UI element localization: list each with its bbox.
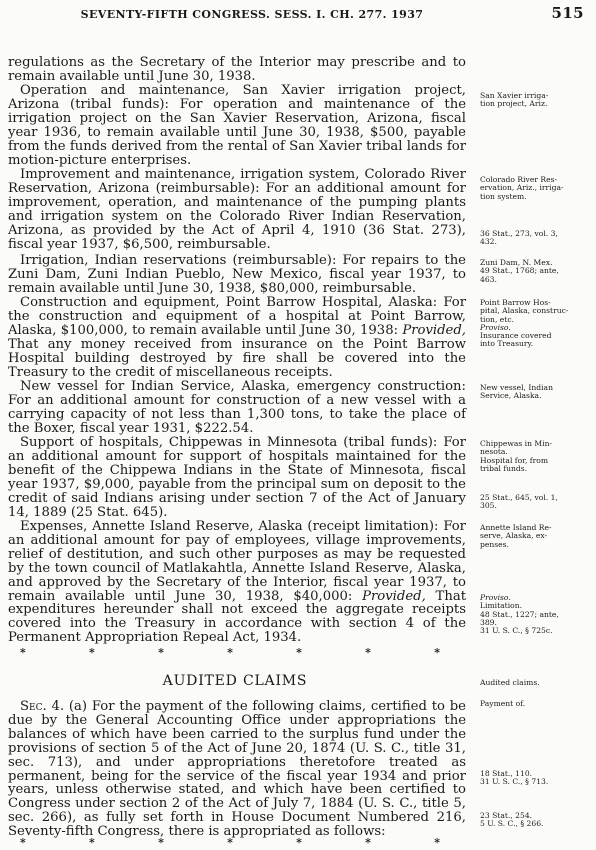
margin-note: [480, 230, 588, 247]
margin-note: [480, 679, 588, 687]
separator-stars: [20, 646, 440, 659]
margin-line: tion project, Ariz.: [480, 99, 548, 109]
margin-note: [480, 812, 588, 829]
star: *: [20, 646, 26, 659]
separator-stars: [20, 836, 440, 849]
margin-line: 18 Stat., 110.: [480, 769, 533, 778]
paragraph-chippewas: Support of hospitals, Chippewas in Minnesota (tribal funds): For an additional amount for support of hospitals maintained for the benefit of the Chippewa Indians in the State of Minnesota, fiscal year 1937, $9,000, payable from the principal sum on deposit to the credit of said Indians arising under section 7 of the Act of January 14, 1889 (25 Stat. 645).: [8, 435, 466, 520]
margin-line: Limitation.: [480, 601, 523, 611]
margin-line: 48 Stat., 1227; ante,: [480, 609, 559, 619]
margin-note: [480, 259, 588, 284]
margin-line: Audited claims.: [480, 678, 540, 687]
margin-line: tion system.: [480, 191, 527, 201]
paragraph-text: That expenditures hereunder shall not exceed the aggregate receipts covered into the Treasury in accordance with section 4 of the Permanent Appropriation Repeal Act, 1934.: [8, 588, 466, 646]
margin-line: Colorado River Res-: [480, 175, 558, 184]
margin-note: [480, 594, 588, 635]
margin-line: Annette Island Re-: [480, 523, 552, 532]
star: *: [296, 836, 302, 849]
star: *: [227, 836, 233, 849]
margin-line: 5 U. S. C., § 266.: [480, 819, 544, 829]
paragraph-text: That any money received from insurance on the Point Barrow Hospital building destroyed by fire shall be covered into the Treasury to the credit of miscellaneous receipts.: [8, 336, 466, 380]
margin-line: 31 U. S. C., § 725c.: [480, 626, 553, 636]
margin-line: Service, Alaska.: [480, 391, 542, 401]
paragraph-zuni-dam: Irrigation, Indian reservations (reimbursable): For repairs to the Zuni Dam, Zuni Indian Pueblo, New Mexico, fiscal year 1937, to remain available until June 30, 1938, $80,000, reimbursable.: [8, 253, 466, 296]
margin-line: 305.: [480, 501, 497, 511]
running-head: SEVENTY-FIFTH CONGRESS. SESS. I. CH. 277. 1937: [80, 8, 424, 21]
paragraph-section-4: [8, 700, 466, 839]
margin-note: [480, 700, 588, 708]
paragraph-annette-island: [8, 520, 466, 645]
margin-line: 23 Stat., 254.: [480, 811, 533, 820]
margin-note: [480, 384, 588, 401]
margin-line: Payment of.: [480, 699, 526, 708]
margin-line: into Treasury.: [480, 339, 534, 349]
star: *: [227, 646, 233, 659]
margin-line: serve, Alaska, ex-: [480, 531, 548, 541]
proviso-word: Provided,: [362, 588, 426, 604]
star: *: [89, 646, 95, 659]
margin-note: [480, 770, 588, 787]
paragraph-text: (a) For the payment of the following claims, certified to be due by the General Accounting Office under appropriations the balances of which have been carried to the surplus fund under the provisions of section 5 of the Act of June 20, 1874 (U. S. C., title 31, sec. 713), and under appropriations theretofore treated as permanent, being for the service of the fiscal year 1934 and prior years, unless otherwise stated, and which have been certified to Congress under section 2 of the Act of July 7, 1884 (U. S. C., title 5, sec. 266), as fully set forth in House Document Numbered 216, Seventy-fifth Congress, there is appropriated as follows:: [8, 699, 466, 840]
margin-note: [480, 494, 588, 511]
page-header: [32, 4, 584, 26]
section-heading: AUDITED CLAIMS: [162, 673, 308, 689]
star: *: [296, 646, 302, 659]
margin-line: Point Barrow Hos-: [480, 298, 551, 307]
proviso-word: Provided,: [402, 322, 466, 338]
star: *: [434, 836, 440, 849]
margin-line: 432.: [480, 237, 497, 247]
star: *: [365, 646, 371, 659]
paragraph-new-vessel: New vessel for Indian Service, Alaska, emergency construction: For an additional amount for construction of a new vessel with a carrying capacity of not less than 1,300 tons, to take the place of the Boxer, fiscal year 1931, $222.54.: [8, 379, 466, 436]
margin-line: Zuni Dam, N. Mex.: [480, 258, 553, 267]
star: *: [434, 646, 440, 659]
margin-line: nesota.: [480, 447, 508, 457]
proviso-label: Proviso.: [480, 322, 511, 332]
margin-line: ervation, Ariz., irriga-: [480, 183, 564, 193]
margin-line: San Xavier irriga-: [480, 91, 549, 100]
margin-line: Insurance covered: [480, 331, 552, 341]
star: *: [20, 836, 26, 849]
margin-line: 49 Stat., 1768; ante,: [480, 266, 559, 276]
paragraph-text: Construction and equipment, Point Barrow Hospital, Alaska: For the construction and equipment of a hospital at Point Barrow, Alaska, $100,000, to remain available until June 30, 1938:: [8, 295, 466, 338]
star: *: [158, 646, 164, 659]
margin-line: 463.: [480, 274, 497, 284]
margin-note: [480, 92, 588, 109]
margin-line: tion, etc.: [480, 314, 514, 324]
paragraph-text: Expenses, Annette Island Reserve, Alaska (receipt limitation): For an additional amount for pay of employees, village improvements, relief of destitution, and such other purposes as may be requested by the town council of Matlakahtla, Annette Island Reserve, Alaska, and approved by the Secretary of the Interior, fiscal year 1937, to remain available until June 30, 1938, $40,000:: [8, 519, 466, 604]
margin-line: penses.: [480, 539, 509, 549]
margin-line: tribal funds.: [480, 463, 528, 473]
margin-line: 31 U. S. C., § 713.: [480, 777, 549, 787]
margin-note: [480, 176, 588, 201]
section-number: Sec. 4.: [20, 699, 65, 714]
paragraph-colorado-river: Improvement and maintenance, irrigation system, Colorado River Reservation, Arizona (reimbursable): For an additional amount for improvement, operation, and maintenance of the pumping plants and irrigation system on the Colorado River Indian Reservation, Arizona, as provided by the Act of April 4, 1910 (36 Stat. 273), fiscal year 1937, $6,500, reimbursable.: [8, 167, 466, 252]
margin-note: [480, 440, 588, 473]
margin-note: [480, 524, 588, 549]
margin-note: [480, 299, 588, 349]
paragraph-point-barrow: [8, 296, 466, 379]
margin-line: Hospital for, from: [480, 455, 549, 465]
proviso-label: Proviso.: [480, 593, 511, 602]
margin-line: Chippewas in Min-: [480, 439, 553, 448]
margin-line: 36 Stat., 273, vol. 3,: [480, 229, 558, 238]
page-number: 515: [551, 4, 584, 22]
margin-line: pital, Alaska, construc-: [480, 306, 569, 316]
margin-line: 25 Stat., 645, vol. 1,: [480, 493, 558, 502]
margin-line: 389.: [480, 617, 497, 627]
margin-line: New vessel, Indian: [480, 383, 553, 392]
star: *: [365, 836, 371, 849]
paragraph-san-xavier: Operation and maintenance, San Xavier irrigation project, Arizona (tribal funds): For operation and maintenance of the irrigation project on the San Xavier Reservation, Arizona, fiscal year 1936, to remain available until June 30, 1938, $500, payable from the funds derived from the rental of San Xavier tribal lands for motion-picture enterprises.: [8, 83, 466, 168]
paragraph-regulations: regulations as the Secretary of the Interior may prescribe and to remain available until June 30, 1938.: [8, 55, 466, 84]
star: *: [158, 836, 164, 849]
star: *: [89, 836, 95, 849]
